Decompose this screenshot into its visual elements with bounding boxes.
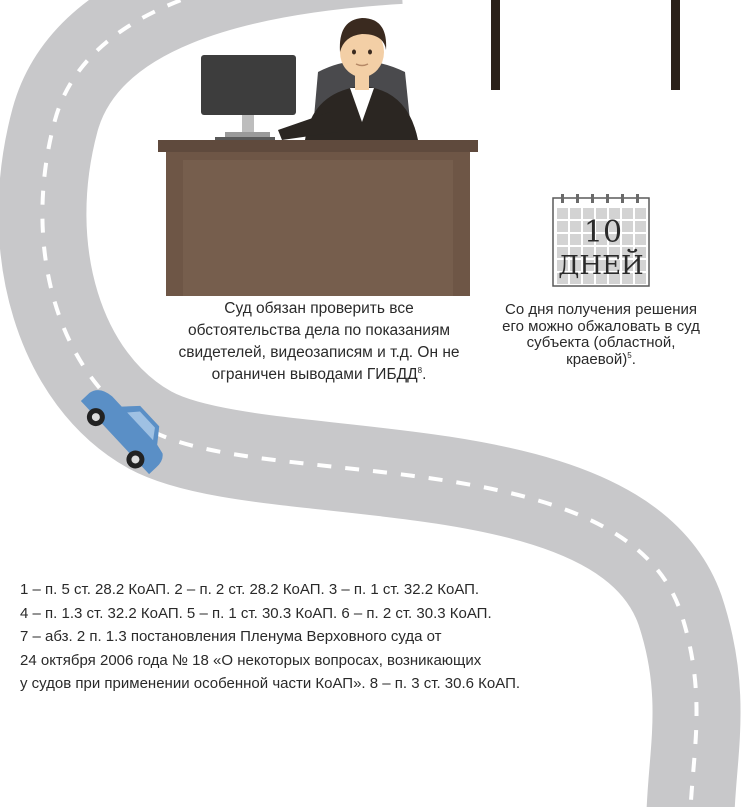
calendar-ring bbox=[636, 194, 639, 203]
appeal-caption-line: краевой)$^5$. bbox=[566, 350, 636, 368]
judge-figure bbox=[278, 18, 418, 140]
court-caption-line: обстоятельства дела по показаниям bbox=[187, 322, 451, 339]
calendar-day-cell bbox=[557, 208, 568, 219]
calendar-ring bbox=[591, 194, 594, 203]
calendar-day-cell bbox=[557, 234, 568, 245]
judge-eye-left bbox=[352, 50, 356, 55]
calendar-ring bbox=[561, 194, 564, 203]
footnotes bbox=[20, 578, 610, 696]
desk-top bbox=[158, 140, 478, 152]
calendar-day-cell bbox=[570, 221, 581, 232]
monitor bbox=[201, 55, 296, 141]
appeal-caption-line: субъекта (областной, bbox=[526, 334, 676, 351]
calendar-day-cell bbox=[635, 221, 646, 232]
footnote-line: 24 октября 2006 года № 18 «О некоторых вопросах, возникающих bbox=[20, 651, 482, 669]
calendar-day-cell bbox=[635, 234, 646, 245]
pole-right bbox=[671, 0, 680, 90]
desk bbox=[158, 140, 478, 296]
court-caption bbox=[160, 298, 478, 386]
calendar-ring bbox=[606, 194, 609, 203]
court-caption-line: Суд обязан проверить все bbox=[224, 300, 414, 317]
calendar-number: 10 bbox=[583, 215, 623, 250]
calendar-unit: ДНЕЙ bbox=[558, 251, 644, 281]
desk-panel bbox=[183, 160, 453, 296]
court-caption-text: ограничен выводами ГИБДД bbox=[211, 366, 418, 383]
calendar-day-cell bbox=[622, 208, 633, 219]
footnote-line: 7 – абз. 2 п. 1.3 постановления Пленума Верховного суда от bbox=[20, 628, 442, 645]
appeal-caption bbox=[490, 302, 712, 368]
calendar-day-cell bbox=[570, 234, 581, 245]
footnote-line: 4 – п. 1.3 ст. 32.2 КоАП. 5 – п. 1 ст. 30.3 КоАП. 6 – п. 2 ст. 30.3 КоАП. bbox=[20, 604, 492, 622]
calendar-ring bbox=[621, 194, 624, 203]
calendar-day-cell bbox=[622, 234, 633, 245]
footnote-line: 1 – п. 5 ст. 28.2 КоАП. 2 – п. 2 ст. 28.2 КоАП. 3 – п. 1 ст. 32.2 КоАП. bbox=[20, 581, 480, 598]
court-caption-line: ограничен выводами ГИБДД$^8$. bbox=[211, 365, 427, 383]
calendar-ring bbox=[576, 194, 579, 203]
monitor-stand bbox=[242, 115, 254, 133]
monitor-screen bbox=[201, 55, 296, 115]
footnote-ref: 5 bbox=[627, 350, 632, 360]
calendar-day-cell bbox=[570, 208, 581, 219]
appeal-caption-line: его можно обжаловать в суд bbox=[502, 317, 700, 335]
calendar-day-cell bbox=[557, 221, 568, 232]
appeal-caption-text: краевой) bbox=[566, 350, 628, 368]
appeal-caption-line: Со дня получения решения bbox=[504, 301, 697, 318]
monitor-base bbox=[225, 132, 270, 137]
footnote-line: у судов при применении особенной части КоАП». 8 – п. 3 ст. 30.6 КоАП. bbox=[20, 675, 521, 692]
court-caption-line: свидетелей, видеозаписям и т.д. Он не bbox=[178, 344, 460, 361]
judge-eye-right bbox=[368, 50, 372, 55]
pole-left bbox=[491, 0, 500, 90]
footnote-ref: 8 bbox=[417, 365, 423, 375]
calendar-icon bbox=[553, 194, 649, 286]
calendar-day-cell bbox=[622, 221, 633, 232]
calendar-day-cell bbox=[635, 208, 646, 219]
